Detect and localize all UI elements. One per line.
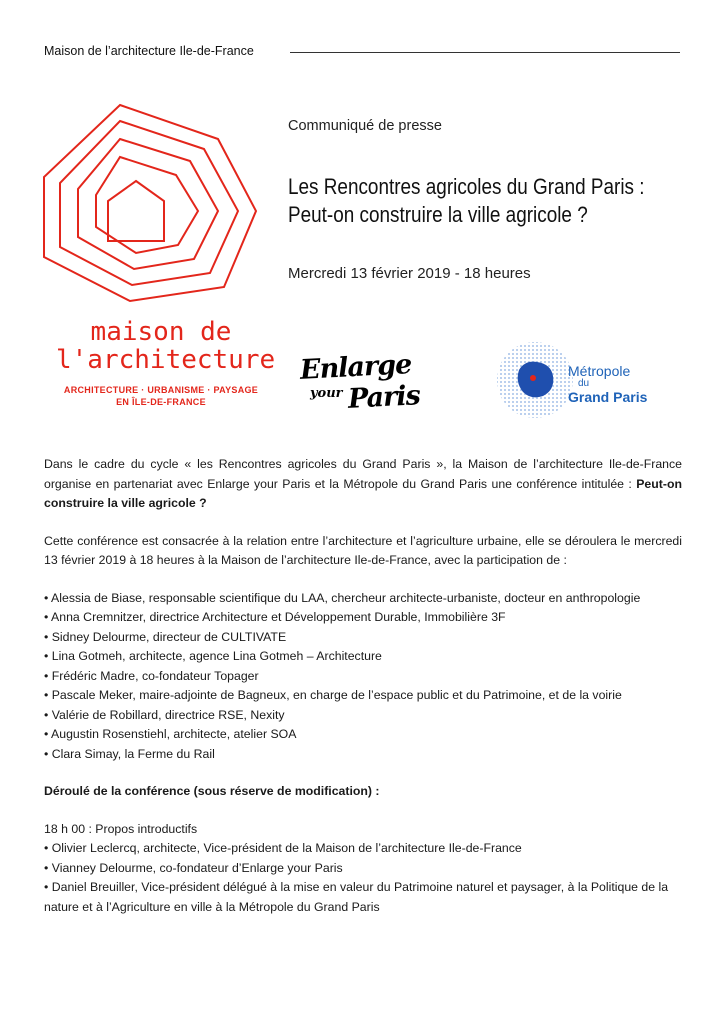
header-rule [290, 52, 680, 53]
enlarge-your-paris-logo [299, 349, 450, 418]
list-item: • Vianney Delourme, co-fondateur d’Enlarge your Paris [44, 859, 682, 879]
list-item: • Daniel Breuiller, Vice-président délégué à la mise en valeur du Patrimoine naturel et paysager, à la Politique de la nature et à l’Agriculture en ville à la Métropole du Grand Paris [44, 878, 682, 917]
participants-list [44, 589, 682, 765]
list-item: • Alessia de Biase, responsable scientifique du LAA, chercheur architecte-urbaniste, docteur en anthropologie [44, 589, 682, 609]
enlarge-logo-line-2: your [310, 386, 343, 401]
event-date: Mercredi 13 février 2019 - 18 heures [288, 265, 531, 282]
title-line-2: Peut-on construire la ville agricole ? [288, 202, 588, 227]
document-title [288, 173, 708, 229]
logo-wordmark [56, 317, 276, 408]
logo-line-1: maison de [90, 317, 232, 347]
list-item: • Pascale Meker, maire-adjointe de Bagneux, en charge de l’espace public et du Patrimoine, et de la voirie [44, 686, 682, 706]
list-item: • Frédéric Madre, co-fondateur Topager [44, 667, 682, 687]
list-item: • Olivier Leclercq, architecte, Vice-président de la Maison de l’architecture Ile-de-France [44, 839, 682, 859]
body-text [44, 455, 682, 917]
list-item: • Sidney Delourme, directeur de CULTIVATE [44, 628, 682, 648]
logo-tagline-2: EN ÎLE-DE-FRANCE [116, 397, 206, 407]
metropole-grand-paris-logo [495, 340, 695, 420]
list-item: • Lina Gotmeh, architecte, agence Lina Gotmeh – Architecture [44, 647, 682, 667]
list-item: • Anna Cremnitzer, directrice Architecture et Développement Durable, Immobilière 3F [44, 608, 682, 628]
logo-line-2: l'architecture [56, 345, 276, 375]
conference-paragraph: Cette conférence est consacrée à la relation entre l’architecture et l’agriculture urbaine, elle se déroulera le mercredi 13 février 2019 à 18 heures à la Maison de l’architecture Ile-de-France, avec la participation de : [44, 533, 682, 567]
list-item: • Clara Simay, la Ferme du Rail [44, 745, 682, 765]
press-release-label: Communiqué de presse [288, 118, 442, 134]
metropole-line-2: du [578, 378, 590, 389]
intro-paragraph [44, 455, 682, 514]
metropole-line-1: Métropole [568, 363, 631, 379]
title-line-1: Les Rencontres agricoles du Grand Paris : [288, 174, 645, 199]
program-time: 18 h 00 : Propos introductifs [44, 821, 198, 836]
program-heading: Déroulé de la conférence (sous réserve de modification) : [44, 784, 380, 798]
metropole-line-3: Grand Paris [568, 389, 648, 405]
enlarge-logo-line-3: Paris [347, 380, 421, 415]
list-item: • Augustin Rosenstiehl, architecte, atelier SOA [44, 725, 682, 745]
maison-architecture-logo-icon [42, 103, 258, 303]
program-list [44, 839, 682, 917]
logo-tagline-1: ARCHITECTURE · URBANISME · PAYSAGE [63, 385, 259, 395]
intro-bold-title: Peut-on construire la ville agricole ? [44, 476, 682, 510]
metropole-globe-icon [495, 340, 575, 420]
header-organization: Maison de l’architecture Ile-de-France [44, 44, 254, 58]
intro-text: Dans le cadre du cycle « les Rencontres agricoles du Grand Paris », la Maison de l’architecture Ile-de-France organise en partenariat avec Enlarge your Paris et la Métropole du Grand Paris une conférence intitulée : [44, 457, 682, 491]
metropole-wordmark [568, 363, 647, 405]
list-item: • Valérie de Robillard, directrice RSE, Nexity [44, 706, 682, 726]
enlarge-logo-line-1: Enlarge [299, 349, 412, 386]
